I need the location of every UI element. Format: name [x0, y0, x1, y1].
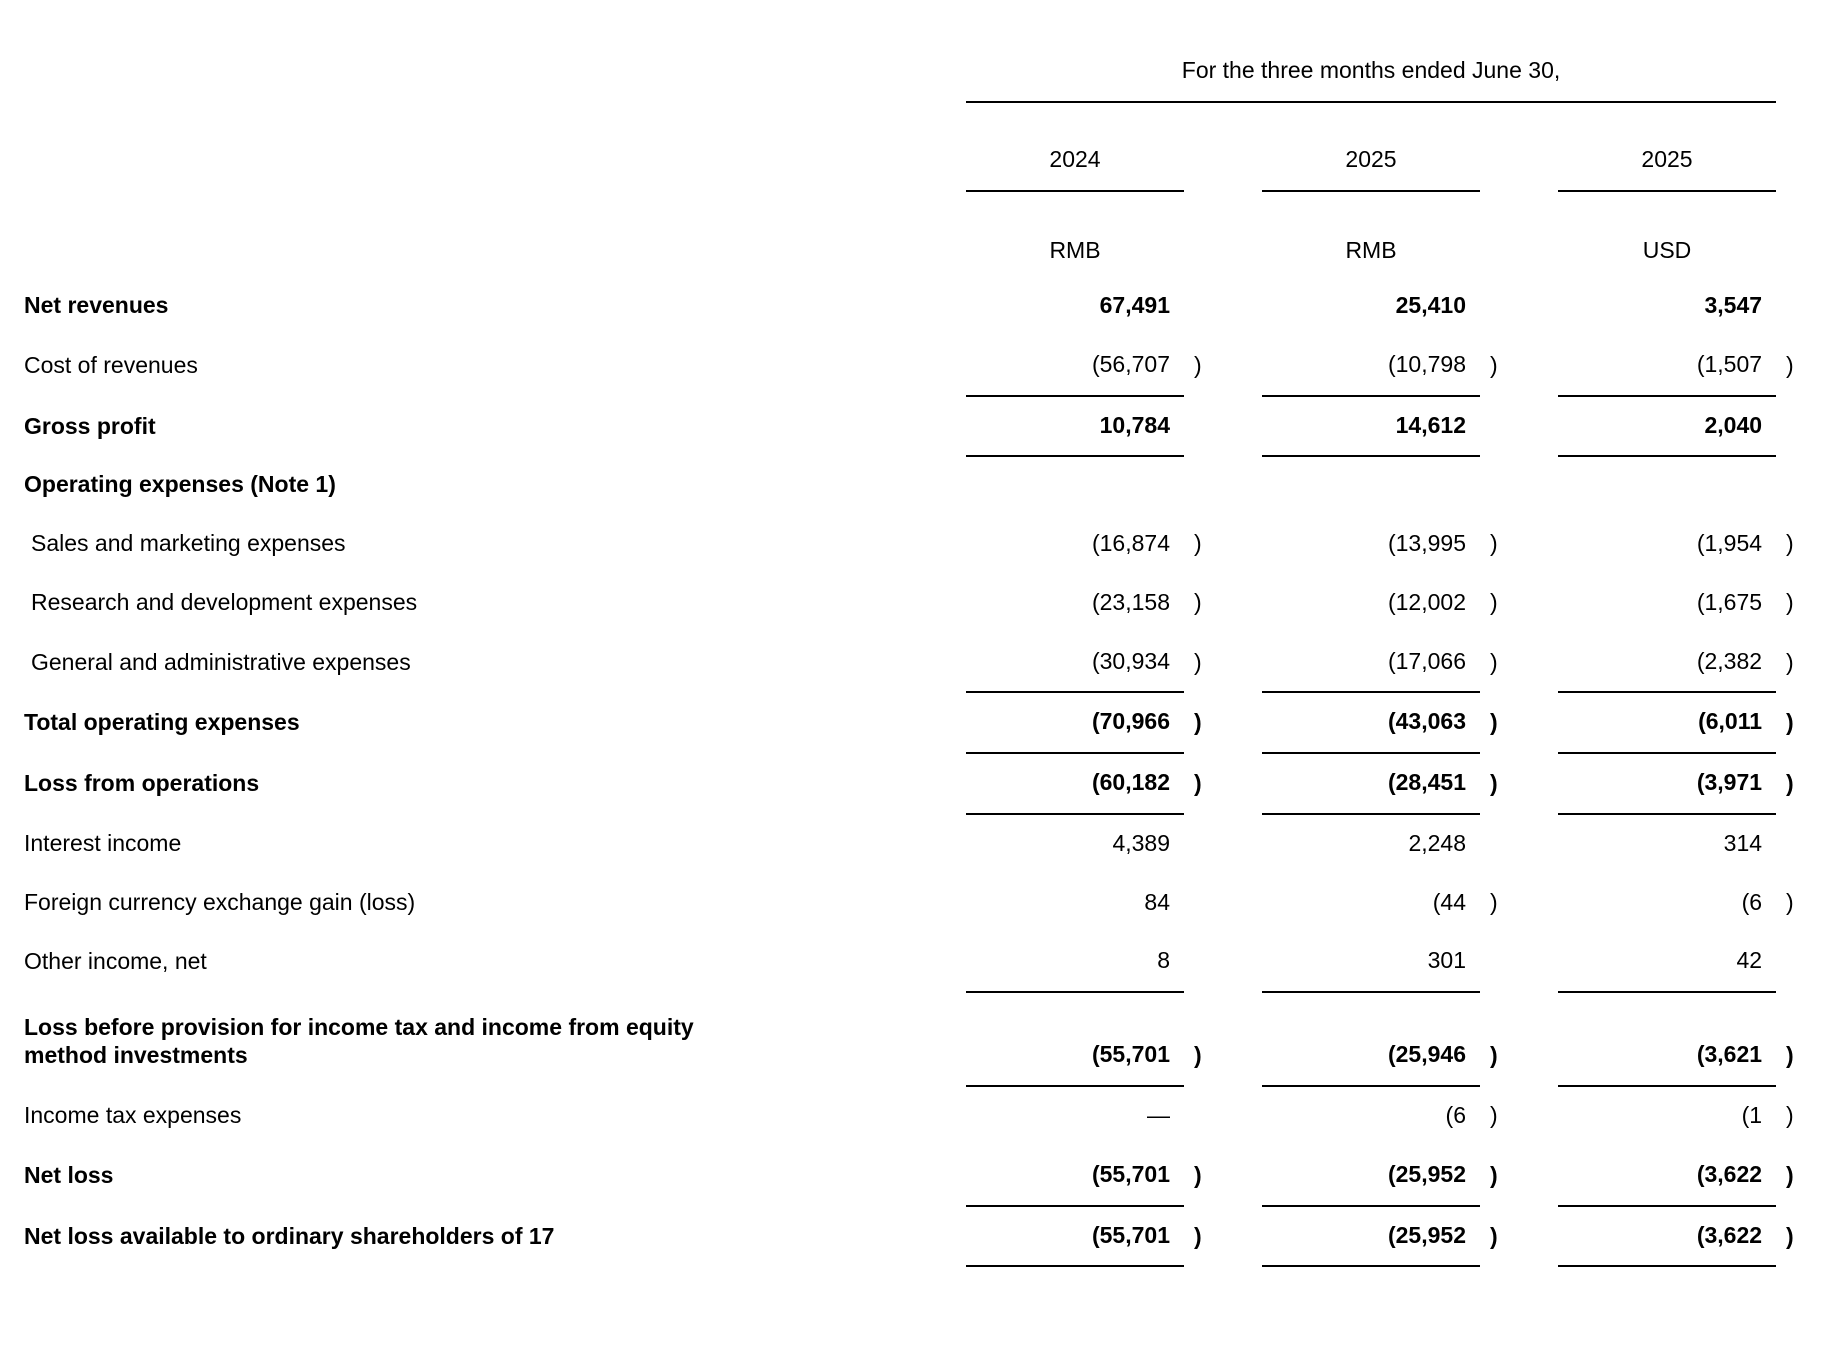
row-label	[24, 396, 966, 457]
value-2025-usd: (2,382	[1558, 633, 1776, 693]
table-row	[24, 992, 1818, 1086]
header-spacer	[1776, 191, 1818, 277]
paren-2025-usd: )	[1786, 1042, 1794, 1069]
row-label-text: Loss from operations	[24, 770, 260, 796]
paren-2025-rmb: )	[1490, 1222, 1498, 1249]
header-spacer	[1480, 191, 1520, 277]
paren-2025-rmb: )	[1490, 1042, 1498, 1069]
value-2025-usd: 2,040	[1558, 396, 1776, 457]
value-2025-usd: (6	[1741, 888, 1763, 915]
row-label-text: Income tax expenses	[24, 1102, 242, 1128]
column-gap	[1520, 574, 1558, 633]
column-gap	[1224, 932, 1262, 992]
table-row	[24, 633, 1818, 693]
paren-2024-rmb: )	[1194, 1042, 1202, 1069]
paren-2025-rmb: )	[1490, 588, 1498, 615]
paren-2025-rmb	[1480, 932, 1520, 992]
column-gap	[1520, 396, 1558, 457]
paren-2025-usd	[1776, 396, 1818, 457]
row-label-text: Total operating expenses	[24, 709, 300, 736]
paren-2025-rmb	[1480, 277, 1520, 336]
column-gap	[1224, 515, 1262, 574]
year-col-2025-usd: 2025	[1558, 102, 1776, 191]
value-2024-rmb: (55,701	[966, 992, 1184, 1086]
currency-col-1: RMB	[1049, 237, 1101, 264]
value-2025-rmb: (43,063	[1262, 692, 1480, 753]
paren-2025-usd: )	[1786, 588, 1794, 615]
column-gap	[1520, 874, 1558, 933]
value-2025-rmb: (13,995	[1387, 530, 1466, 556]
value-2024-rmb: (16,874	[1091, 530, 1170, 556]
year-col-2024: 2024	[966, 102, 1184, 191]
table-row	[24, 874, 1818, 933]
value-2025-rmb: (6	[1445, 1102, 1466, 1128]
row-label-text: Sales and marketing expenses	[31, 530, 346, 556]
value-2025-usd: (3,622	[1558, 1206, 1776, 1267]
header-spacer	[1184, 102, 1224, 191]
paren-2025-usd: )	[1786, 530, 1794, 556]
column-gap	[1224, 456, 1262, 515]
paren-2024-rmb: )	[1194, 709, 1202, 736]
row-label	[24, 1146, 966, 1206]
paren-2025-rmb: )	[1490, 1102, 1498, 1128]
value-2024-rmb: (70,966	[966, 692, 1184, 753]
header-spacer	[24, 191, 966, 277]
currency-header-row	[24, 191, 1818, 277]
column-gap	[1520, 1146, 1558, 1206]
value-2025-rmb: (28,451	[1262, 753, 1480, 814]
value-2025-usd: (3,621	[1558, 992, 1776, 1086]
paren-2024-rmb: )	[1194, 1161, 1202, 1188]
paren-2024-rmb: )	[1194, 770, 1202, 796]
paren-2024-rmb	[1184, 456, 1224, 515]
column-gap	[1520, 515, 1558, 574]
paren-2024-rmb	[1184, 277, 1224, 336]
row-label-text: Operating expenses (Note 1)	[24, 471, 336, 498]
column-gap	[1224, 574, 1262, 633]
column-gap	[1224, 874, 1262, 933]
income-statement-table	[24, 10, 1818, 1267]
period-header: For the three months ended June 30,	[966, 10, 1776, 102]
row-label	[24, 515, 966, 574]
table-row	[24, 396, 1818, 457]
column-gap	[1520, 633, 1558, 693]
header-spacer	[1480, 102, 1520, 191]
row-label-text: Loss before provision for income tax and income from equity method investments	[24, 1013, 694, 1069]
row-label	[24, 336, 966, 396]
column-gap	[1520, 191, 1558, 277]
paren-2025-rmb: )	[1490, 648, 1498, 675]
row-label	[24, 1206, 966, 1267]
paren-2024-rmb: )	[1194, 588, 1202, 615]
paren-2025-rmb: )	[1490, 530, 1498, 556]
header-spacer	[24, 102, 966, 191]
paren-2025-usd: )	[1786, 770, 1794, 796]
column-gap	[1224, 277, 1262, 336]
value-2024-rmb: (55,701	[966, 1146, 1184, 1206]
table-row	[24, 692, 1818, 753]
value-2024-rmb: (56,707	[966, 336, 1184, 396]
column-gap	[1224, 692, 1262, 753]
value-2025-usd: (1,675	[1696, 588, 1763, 615]
table-row	[24, 277, 1818, 336]
value-2025-usd: (1,507	[1558, 336, 1776, 396]
column-gap	[1224, 102, 1262, 191]
table-row	[24, 753, 1818, 814]
income-statement-body	[24, 277, 1818, 1266]
paren-2025-usd: )	[1786, 351, 1794, 378]
column-gap	[1520, 753, 1558, 814]
value-2025-usd: (3,971	[1558, 753, 1776, 814]
column-gap	[1520, 1206, 1558, 1267]
column-gap	[1520, 932, 1558, 992]
value-2025-rmb: (17,066	[1262, 633, 1480, 693]
table-row	[24, 932, 1818, 992]
row-label	[24, 456, 966, 515]
paren-2024-rmb: )	[1194, 648, 1202, 675]
table-row	[24, 1146, 1818, 1206]
row-label-text: Research and development expenses	[31, 588, 418, 615]
row-label-text: General and administrative expenses	[31, 648, 411, 675]
value-2024-rmb	[966, 456, 1184, 515]
value-2024-rmb: —	[1147, 1102, 1170, 1128]
paren-2025-rmb: )	[1490, 351, 1498, 378]
paren-2024-rmb	[1184, 874, 1224, 933]
paren-2025-rmb: )	[1490, 709, 1498, 736]
paren-2025-rmb	[1480, 814, 1520, 874]
year-col-2025-rmb: 2025	[1262, 102, 1480, 191]
value-2025-usd: (6,011	[1558, 692, 1776, 753]
row-label	[24, 874, 966, 933]
table-row	[24, 1206, 1818, 1267]
paren-2025-usd: )	[1786, 1161, 1794, 1188]
column-gap	[1224, 336, 1262, 396]
value-2025-rmb: 301	[1262, 932, 1480, 992]
value-2025-rmb: (10,798	[1262, 336, 1480, 396]
paren-2025-usd	[1776, 814, 1818, 874]
paren-2025-usd	[1776, 932, 1818, 992]
column-gap	[1224, 396, 1262, 457]
paren-2024-rmb	[1184, 396, 1224, 457]
column-gap	[1224, 633, 1262, 693]
table-row	[24, 814, 1818, 874]
value-2025-usd: 42	[1558, 932, 1776, 992]
currency-col-2: RMB	[1345, 237, 1397, 264]
value-2024-rmb: (23,158	[1091, 588, 1170, 615]
header-spacer	[1776, 10, 1818, 102]
paren-2025-rmb	[1480, 396, 1520, 457]
column-gap	[1520, 692, 1558, 753]
row-label-text: Cost of revenues	[24, 351, 198, 378]
value-2024-rmb: (55,701	[966, 1206, 1184, 1267]
value-2025-rmb: 25,410	[1395, 292, 1466, 318]
value-2025-rmb: (25,952	[1262, 1206, 1480, 1267]
column-gap	[1520, 102, 1558, 191]
paren-2025-usd: )	[1786, 709, 1794, 736]
paren-2024-rmb	[1184, 814, 1224, 874]
value-2025-rmb	[1262, 456, 1480, 515]
paren-2024-rmb: )	[1194, 1222, 1202, 1249]
table-row	[24, 336, 1818, 396]
row-label	[24, 692, 966, 753]
row-label	[24, 992, 966, 1086]
row-label-text: Interest income	[24, 829, 182, 856]
currency-col-3: USD	[1642, 237, 1692, 264]
value-2025-usd	[1558, 456, 1776, 515]
table-row	[24, 515, 1818, 574]
column-gap	[1520, 992, 1558, 1086]
value-2025-rmb: (25,952	[1262, 1146, 1480, 1206]
row-label-text: Other income, net	[24, 948, 207, 975]
row-label-text: Gross profit	[24, 412, 156, 439]
paren-2025-rmb: )	[1490, 1161, 1498, 1188]
paren-2024-rmb	[1184, 932, 1224, 992]
row-label-text: Net loss	[24, 1161, 114, 1188]
paren-2025-usd: )	[1786, 1222, 1794, 1249]
column-gap	[1224, 1206, 1262, 1267]
paren-2025-usd	[1776, 456, 1818, 515]
paren-2024-rmb	[1184, 1086, 1224, 1146]
row-label-text: Foreign currency exchange gain (loss)	[24, 888, 416, 915]
value-2025-rmb: 14,612	[1262, 396, 1480, 457]
column-gap	[1224, 814, 1262, 874]
paren-2025-usd: )	[1786, 1102, 1794, 1128]
value-2025-usd: 3,547	[1704, 292, 1763, 318]
header-spacer	[1184, 191, 1224, 277]
row-label	[24, 574, 966, 633]
value-2024-rmb: 67,491	[1099, 292, 1170, 318]
header-spacer	[24, 10, 966, 102]
column-gap	[1520, 456, 1558, 515]
column-gap	[1520, 336, 1558, 396]
value-2025-usd: (1,954	[1696, 530, 1763, 556]
row-label	[24, 814, 966, 874]
value-2024-rmb: 10,784	[966, 396, 1184, 457]
period-header-row	[24, 10, 1818, 102]
value-2024-rmb: 4,389	[1112, 829, 1170, 856]
row-label	[24, 277, 966, 336]
value-2025-rmb: 2,248	[1408, 829, 1466, 856]
year-header-row	[24, 102, 1818, 191]
paren-2025-usd	[1776, 277, 1818, 336]
column-gap	[1224, 992, 1262, 1086]
value-2025-rmb: (12,002	[1387, 588, 1466, 615]
value-2025-usd: (3,622	[1558, 1146, 1776, 1206]
value-2025-rmb: (44	[1432, 888, 1466, 915]
row-label-text: Net loss available to ordinary shareholders of 17	[24, 1222, 555, 1249]
column-gap	[1520, 1086, 1558, 1146]
paren-2025-rmb: )	[1490, 888, 1498, 915]
table-row	[24, 574, 1818, 633]
column-gap	[1224, 191, 1262, 277]
value-2025-usd: 314	[1723, 829, 1763, 856]
paren-2024-rmb: )	[1194, 351, 1202, 378]
header-spacer	[1776, 102, 1818, 191]
column-gap	[1520, 277, 1558, 336]
value-2025-rmb: (25,946	[1262, 992, 1480, 1086]
value-2024-rmb: 8	[966, 932, 1184, 992]
paren-2025-rmb: )	[1490, 770, 1498, 796]
column-gap	[1520, 814, 1558, 874]
value-2025-usd: (1	[1741, 1102, 1763, 1128]
value-2024-rmb: (60,182	[966, 753, 1184, 814]
paren-2025-usd: )	[1786, 888, 1794, 915]
paren-2024-rmb: )	[1194, 530, 1202, 556]
value-2024-rmb: (30,934	[966, 633, 1184, 693]
row-label	[24, 932, 966, 992]
column-gap	[1224, 753, 1262, 814]
paren-2025-rmb	[1480, 456, 1520, 515]
table-row	[24, 456, 1818, 515]
value-2024-rmb: 84	[1144, 888, 1170, 915]
paren-2025-usd: )	[1786, 648, 1794, 675]
row-label-text: Net revenues	[24, 292, 169, 318]
column-gap	[1224, 1146, 1262, 1206]
row-label	[24, 1086, 966, 1146]
row-label	[24, 633, 966, 693]
table-row	[24, 1086, 1818, 1146]
column-gap	[1224, 1086, 1262, 1146]
row-label	[24, 753, 966, 814]
